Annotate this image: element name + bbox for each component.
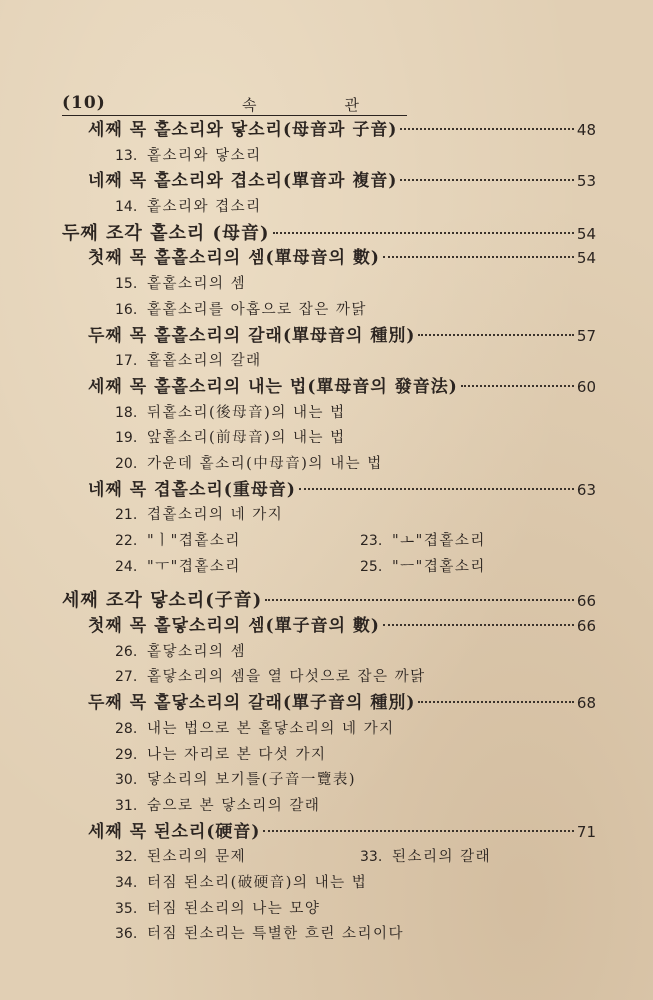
toc-section-row	[0, 691, 653, 717]
toc-subitem	[115, 845, 246, 871]
toc-subitem	[115, 272, 246, 298]
subitem-text: 홑홑소리의 셈	[147, 276, 247, 293]
toc-section-row	[0, 478, 653, 504]
toc-subitem	[360, 529, 486, 555]
subitem-text: 홑소리와 겹소리	[147, 199, 262, 216]
toc-subitem	[360, 555, 486, 581]
running-title-left: 속	[242, 96, 259, 114]
subitem-text: "ㅜ"겹홑소리	[147, 558, 241, 575]
toc-subitem	[115, 401, 346, 427]
toc-section-row	[0, 324, 653, 350]
section-title: 세째 목 홑홑소리의 내는 법(單母音의 發音法)	[88, 376, 458, 397]
page-ref: 63	[576, 480, 596, 499]
toc-subitem-row	[0, 555, 653, 581]
subitem-text: 앞홑소리(前母音)의 내는 법	[147, 430, 346, 447]
toc-subitem	[115, 871, 367, 897]
subitem-number: 35.	[115, 900, 138, 917]
toc-subitem-row	[0, 401, 653, 427]
subitem-number: 25.	[360, 558, 383, 575]
subitem-number: 16.	[115, 301, 138, 318]
page-ref: 66	[576, 617, 596, 636]
dot-leader	[383, 256, 574, 258]
toc-subitem-row	[0, 768, 653, 794]
toc-entry	[88, 614, 596, 640]
toc-subitem	[115, 743, 327, 769]
toc-entry	[88, 169, 596, 195]
toc-subitem-row	[0, 529, 653, 555]
toc-entry	[62, 221, 596, 248]
toc-subitem	[115, 665, 426, 691]
subitem-number: 26.	[115, 643, 138, 660]
toc-subitem	[115, 503, 283, 529]
subitem-text: "ㅣ"겹홑소리	[147, 533, 241, 549]
toc-entry	[88, 118, 596, 144]
page-ref: 54	[576, 249, 596, 268]
subitem-number: 23.	[360, 533, 383, 549]
subitem-text: 터짐 된소리의 나는 모양	[147, 900, 321, 917]
toc-entry	[88, 246, 596, 272]
dot-leader	[273, 232, 574, 234]
dot-leader	[383, 624, 574, 626]
subitem-number: 19.	[115, 430, 138, 447]
toc-subitem-row	[0, 922, 653, 948]
subitem-text: 홑닿소리의 셈을 열 다섯으로 잡은 까닭	[147, 669, 426, 686]
toc-chapter-row	[0, 588, 653, 614]
toc-subitem	[115, 717, 395, 743]
toc-subitem-row	[0, 845, 653, 871]
subitem-text: "ㅗ"겹홑소리	[392, 533, 486, 549]
toc-subitem-row	[0, 743, 653, 769]
subitem-number: 15.	[115, 276, 138, 293]
page-ref: 57	[576, 326, 596, 345]
toc-entry	[88, 375, 596, 401]
page-ref: 53	[576, 172, 596, 191]
toc-chapter-row	[0, 221, 653, 247]
toc-subitem	[115, 452, 383, 478]
subitem-text: 터짐 된소리(破硬音)의 내는 법	[147, 874, 368, 891]
toc-section-row	[0, 614, 653, 640]
subitem-number: 17.	[115, 353, 138, 370]
toc-subitem	[115, 298, 367, 324]
toc-subitem	[115, 897, 320, 923]
subitem-text: 홑닿소리의 셈	[147, 643, 247, 660]
toc-subitem	[115, 529, 241, 555]
table-of-contents	[0, 118, 653, 948]
page-header	[62, 92, 407, 116]
page-ref: 68	[576, 694, 596, 713]
subitem-number: 33.	[360, 849, 383, 866]
subitem-number: 14.	[115, 199, 138, 216]
toc-subitem-row	[0, 871, 653, 897]
chapter-title: 세째 조각 닿소리(子音)	[62, 590, 263, 612]
dot-leader	[263, 830, 573, 832]
subitem-text: 가운데 홑소리(中母音)의 내는 법	[147, 455, 383, 472]
section-title: 세째 목 홑소리와 닿소리(母音과 子音)	[88, 120, 398, 140]
toc-subitem-row	[0, 794, 653, 820]
page-ref: 66	[576, 592, 596, 611]
subitem-text: 숨으로 본 닿소리의 갈래	[147, 797, 321, 814]
dot-leader	[418, 701, 574, 703]
subitem-number: 29.	[115, 746, 138, 763]
subitem-text: 된소리의 갈래	[392, 849, 492, 866]
page-ref: 54	[576, 224, 596, 243]
header-rule	[62, 115, 407, 116]
dot-leader	[400, 128, 574, 130]
toc-subitem-row	[0, 349, 653, 375]
toc-subitem-row	[0, 640, 653, 666]
subitem-number: 27.	[115, 669, 138, 686]
toc-entry	[88, 324, 596, 350]
toc-subitem	[115, 640, 246, 666]
toc-subitem-row	[0, 665, 653, 691]
subitem-text: 홑홑소리를 아홉으로 잡은 까닭	[147, 301, 367, 318]
toc-subitem-row	[0, 144, 653, 170]
toc-subitem	[115, 922, 404, 948]
subitem-number: 32.	[115, 849, 138, 866]
subitem-text: 홑홑소리의 갈래	[147, 353, 262, 370]
page-ref: 48	[576, 121, 596, 139]
toc-subitem	[115, 794, 320, 820]
subitem-text: 내는 법으로 본 홑닿소리의 네 가지	[147, 720, 395, 737]
subitem-number: 31.	[115, 797, 138, 814]
section-title: 세째 목 된소리(硬音)	[88, 821, 261, 842]
toc-subitem	[115, 349, 262, 375]
subitem-text: 홑소리와 닿소리	[147, 147, 262, 164]
toc-subitem	[115, 426, 346, 452]
toc-subitem	[115, 555, 241, 581]
subitem-number: 30.	[115, 772, 138, 789]
toc-subitem	[115, 195, 262, 221]
toc-subitem-row	[0, 298, 653, 324]
page-number: (10)	[62, 93, 106, 113]
subitem-text: 닿소리의 보기틀(子音一覽表)	[147, 772, 356, 789]
section-title: 첫째 목 홑닿소리의 셈(單子音의 數)	[88, 616, 380, 637]
subitem-number: 24.	[115, 558, 138, 575]
subitem-text: 나는 자리로 본 다섯 가지	[147, 746, 327, 763]
chapter-title: 두째 조각 홑소리 (母音)	[62, 222, 270, 244]
dot-leader	[265, 599, 574, 601]
subitem-text: "ㅡ"겹홑소리	[392, 558, 486, 575]
dot-leader	[461, 385, 574, 387]
toc-section-row	[0, 375, 653, 401]
toc-entry	[88, 478, 596, 504]
subitem-number: 22.	[115, 533, 138, 549]
subitem-number: 20.	[115, 455, 138, 472]
toc-subitem	[360, 845, 491, 871]
subitem-text: 뒤홑소리(後母音)의 내는 법	[147, 404, 346, 421]
section-title: 첫째 목 홑홑소리의 셈(單母音의 數)	[88, 248, 380, 269]
dot-leader	[400, 179, 574, 181]
section-title: 네째 목 홑소리와 겹소리(單音과 複音)	[88, 171, 398, 192]
section-spacer	[0, 580, 653, 588]
toc-entry	[62, 588, 596, 615]
section-title: 네째 목 겹홑소리(重母音)	[88, 479, 296, 500]
toc-subitem-row	[0, 717, 653, 743]
subitem-number: 36.	[115, 926, 138, 943]
subitem-text: 터짐 된소리는 특별한 흐린 소리이다	[147, 926, 405, 943]
section-title: 두째 목 홑홑소리의 갈래(單母音의 種別)	[88, 325, 416, 346]
subitem-text: 겹홑소리의 네 가지	[147, 507, 284, 524]
subitem-text: 된소리의 문제	[147, 849, 247, 866]
toc-subitem-row	[0, 195, 653, 221]
toc-subitem	[115, 768, 356, 794]
subitem-number: 34.	[115, 874, 138, 891]
toc-subitem	[115, 144, 262, 170]
dot-leader	[418, 334, 574, 336]
subitem-number: 13.	[115, 147, 138, 164]
toc-section-row	[0, 246, 653, 272]
subitem-number: 21.	[115, 507, 138, 524]
toc-entry	[88, 691, 596, 717]
subitem-number: 18.	[115, 404, 138, 421]
toc-section-row	[0, 820, 653, 846]
toc-section-row	[0, 169, 653, 195]
dot-leader	[299, 488, 574, 490]
page-ref: 60	[576, 377, 596, 396]
toc-subitem-row	[0, 503, 653, 529]
toc-entry	[88, 820, 596, 846]
running-title	[242, 94, 361, 115]
toc-subitem-row	[0, 272, 653, 298]
toc-section-row	[0, 118, 653, 144]
toc-subitem-row	[0, 897, 653, 923]
section-title: 두째 목 홑닿소리의 갈래(單子音의 種別)	[88, 693, 416, 714]
running-title-right: 관	[344, 96, 361, 114]
subitem-number: 28.	[115, 720, 138, 737]
page-ref: 71	[576, 822, 596, 841]
toc-subitem-row	[0, 426, 653, 452]
toc-subitem-row	[0, 452, 653, 478]
